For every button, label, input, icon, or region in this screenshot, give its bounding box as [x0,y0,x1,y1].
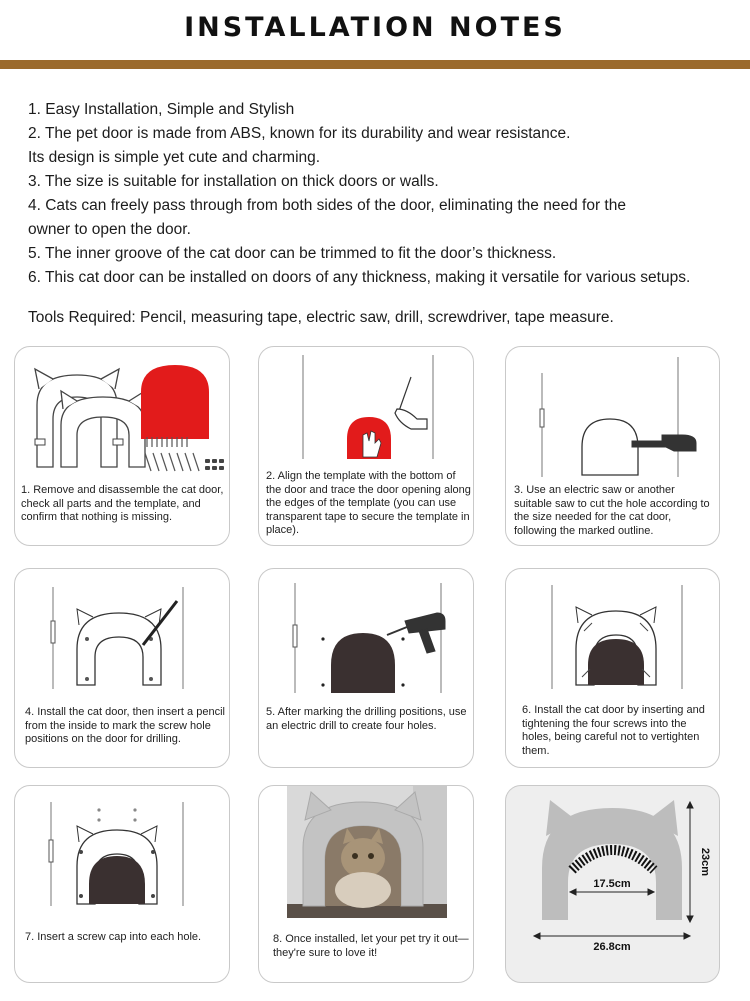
step-caption-5: 5. After marking the drilling positions, use an electric drill to create four holes. [266,706,467,732]
step-caption-2: 2. Align the template with the bottom of the door and trace the door opening along the edges of the template (you can use transparent tape to secure the template in place). [266,470,471,536]
step-card-6 [505,568,720,768]
tools-required: Tools Required: Pencil, measuring tape, electric saw, drill, screwdriver, tape measure. [28,309,614,326]
step-card-4 [14,568,230,768]
header-divider [0,60,750,69]
note-line: Its design is simple yet cute and charming. [28,149,321,166]
inner-width-label: 17.5cm [593,878,631,890]
step-card-8 [258,785,474,983]
note-line: 6. This cat door can be installed on doors of any thickness, making it versatile for various setups. [28,269,691,286]
note-line: 2. The pet door is made from ABS, known for its durability and wear resistance. [28,125,571,142]
step-caption-4: 4. Install the cat door, then insert a pencil from the inside to mark the screw hole positions on the door for drilling. [25,706,225,745]
step-caption-8: 8. Once installed, let your pet try it out—they're sure to love it! [273,933,469,959]
step-card-1 [14,346,230,546]
notes-list [28,98,728,290]
note-line: 4. Cats can freely pass through from both sides of the door, eliminating the need for the [28,197,626,214]
step-card-3 [505,346,720,546]
note-line: owner to open the door. [28,221,191,238]
page-title: INSTALLATION NOTES [184,12,566,43]
screw-caps-illustration [15,786,230,983]
template-shape [141,365,209,439]
note-line: 5. The inner groove of the cat door can be trimmed to fit the door’s thickness. [28,245,557,262]
step-caption-1: 1. Remove and disassemble the cat door, check all parts and the template, and confirm that nothing is missing. [21,484,224,523]
step-card-7 [14,785,230,983]
note-line: 3. The size is suitable for installation on thick doors or walls. [28,173,439,190]
height-label: 23cm [699,847,711,877]
step-caption-3: 3. Use an electric saw or another suitable saw to cut the hole according to the size needed for the cat door, following the marked outline. [514,484,710,537]
header [0,0,750,60]
note-line: 1. Easy Installation, Simple and Stylish [28,101,295,118]
step-caption-7: 7. Insert a screw cap into each hole. [25,931,202,943]
step-card-2 [258,346,474,546]
cat-door-product [506,786,720,983]
step-caption-6: 6. Install the cat door by inserting and tightening the four screws into the holes, being careful not to vertighten them. [522,704,705,757]
dimensions-card [505,785,720,983]
width-label: 26.8cm [593,941,631,953]
step-card-5 [258,568,474,768]
drill-holes-illustration [259,569,474,768]
